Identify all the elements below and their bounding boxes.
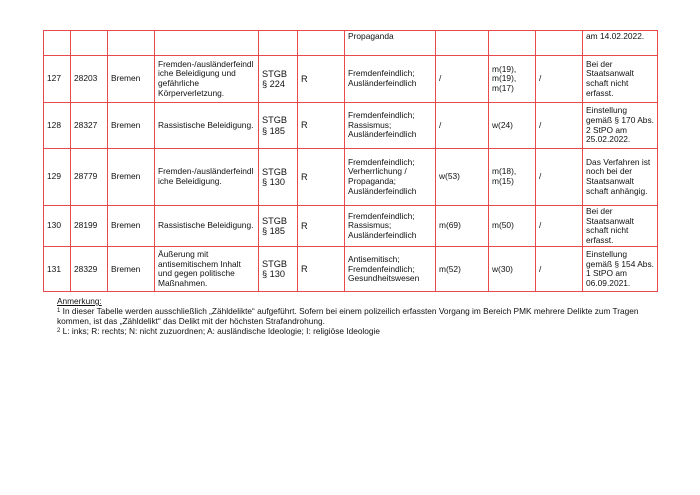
footnote-2 [57,326,647,336]
adolescent-suspect-cell [536,31,583,56]
legal-norm-cell: STGB § 224 [259,56,298,103]
city-cell: Bremen [108,247,155,292]
city-cell: Bremen [108,206,155,247]
postal-code-cell: 28329 [71,247,108,292]
adult-suspect-cell: / [436,56,489,103]
offense-description-cell: Fremden-/ausländerfeindliche Beleidigung und gefährliche Körperverletzung. [155,56,259,103]
suspect-cell: m(19), m(19), m(17) [489,56,536,103]
city-cell: Bremen [108,103,155,149]
case-number-cell: 128 [44,103,71,149]
postal-code-cell: 28327 [71,103,108,149]
suspect-cell: w(24) [489,103,536,149]
offense-table [43,30,658,292]
legal-norm-cell [259,31,298,56]
phenomenon-area-cell: R [298,247,345,292]
offense-description-cell: Äußerung mit antisemitischem Inhalt und gegen politische Maßnahmen. [155,247,259,292]
topic-field-cell: Fremdenfeindlich; Rassismus; Ausländerfeindlich [345,103,436,149]
offense-description-cell [155,31,259,56]
prosecution-status-cell: Bei der Staatsanwalt schaft nicht erfasst. [583,206,658,247]
case-number-cell: 127 [44,56,71,103]
adult-suspect-cell [436,31,489,56]
prosecution-status-cell: Einstellung gemäß § 170 Abs. 2 StPO am 25.02.2022. [583,103,658,149]
adolescent-suspect-cell: / [536,103,583,149]
suspect-cell [489,31,536,56]
case-number-cell [44,31,71,56]
case-number-cell: 129 [44,149,71,206]
legal-norm-cell: STGB § 130 [259,247,298,292]
phenomenon-area-cell: R [298,149,345,206]
prosecution-status-cell: Das Verfahren ist noch bei der Staatsanwalt schaft anhängig. [583,149,658,206]
notes-title: Anmerkung: [57,296,102,306]
suspect-cell: w(30) [489,247,536,292]
adult-suspect-cell: / [436,103,489,149]
adult-suspect-cell: w(53) [436,149,489,206]
prosecution-status-cell: Bei der Staatsanwalt schaft nicht erfasst. [583,56,658,103]
city-cell: Bremen [108,149,155,206]
table-row [44,31,658,56]
postal-code-cell: 28779 [71,149,108,206]
offense-description-cell: Fremden-/ausländerfeindliche Beleidigung. [155,149,259,206]
table-row [44,206,658,247]
table-row [44,247,658,292]
city-cell: Bremen [108,56,155,103]
footnote-2-mark: 2 [57,328,61,334]
footnote-2-text: L: inks; R: rechts; N: nicht zuzuordnen; A: ausländische Ideologie; I: religiöse Ideologie [62,326,380,336]
postal-code-cell: 28199 [71,206,108,247]
topic-field-cell: Fremdenfeindlich; Verherrlichung / Propaganda; Ausländerfeindlich [345,149,436,206]
phenomenon-area-cell: R [298,103,345,149]
suspect-cell: m(18), m(15) [489,149,536,206]
adult-suspect-cell: m(52) [436,247,489,292]
postal-code-cell: 28203 [71,56,108,103]
footnote-1-text: In dieser Tabelle werden ausschließlich „Zähldelikte“ aufgeführt. Sofern bei einem polizeilich erfassten Vorgang im Bereich PMK mehrere Delikte zum Tragen kommen, ist das „Zähldelikt“ das Delikt mit der höchsten Strafandrohung. [57,306,639,326]
adolescent-suspect-cell: / [536,206,583,247]
footnotes [57,296,647,336]
topic-field-cell: Propaganda [345,31,436,56]
footnote-1 [57,306,647,326]
offense-description-cell: Rassistische Beleidigung. [155,206,259,247]
legal-norm-cell: STGB § 185 [259,206,298,247]
case-number-cell: 130 [44,206,71,247]
legal-norm-cell: STGB § 185 [259,103,298,149]
legal-norm-cell: STGB § 130 [259,149,298,206]
footnote-1-mark: 1 [57,308,61,314]
topic-field-cell: Antisemitisch; Fremdenfeindlich; Gesundheitswesen [345,247,436,292]
suspect-cell: m(50) [489,206,536,247]
prosecution-status-cell: Einstellung gemäß § 154 Abs. 1 StPO am 06.09.2021. [583,247,658,292]
phenomenon-area-cell: R [298,56,345,103]
city-cell [108,31,155,56]
prosecution-status-cell: am 14.02.2022. [583,31,658,56]
case-number-cell: 131 [44,247,71,292]
phenomenon-area-cell: R [298,206,345,247]
offense-description-cell: Rassistische Beleidigung. [155,103,259,149]
topic-field-cell: Fremdenfeindlich; Rassismus; Ausländerfeindlich [345,206,436,247]
table-row [44,103,658,149]
table-row [44,56,658,103]
table-row [44,149,658,206]
topic-field-cell: Fremdenfeindlich; Ausländerfeindlich [345,56,436,103]
adolescent-suspect-cell: / [536,56,583,103]
adolescent-suspect-cell: / [536,247,583,292]
phenomenon-area-cell [298,31,345,56]
adolescent-suspect-cell: / [536,149,583,206]
postal-code-cell [71,31,108,56]
adult-suspect-cell: m(69) [436,206,489,247]
